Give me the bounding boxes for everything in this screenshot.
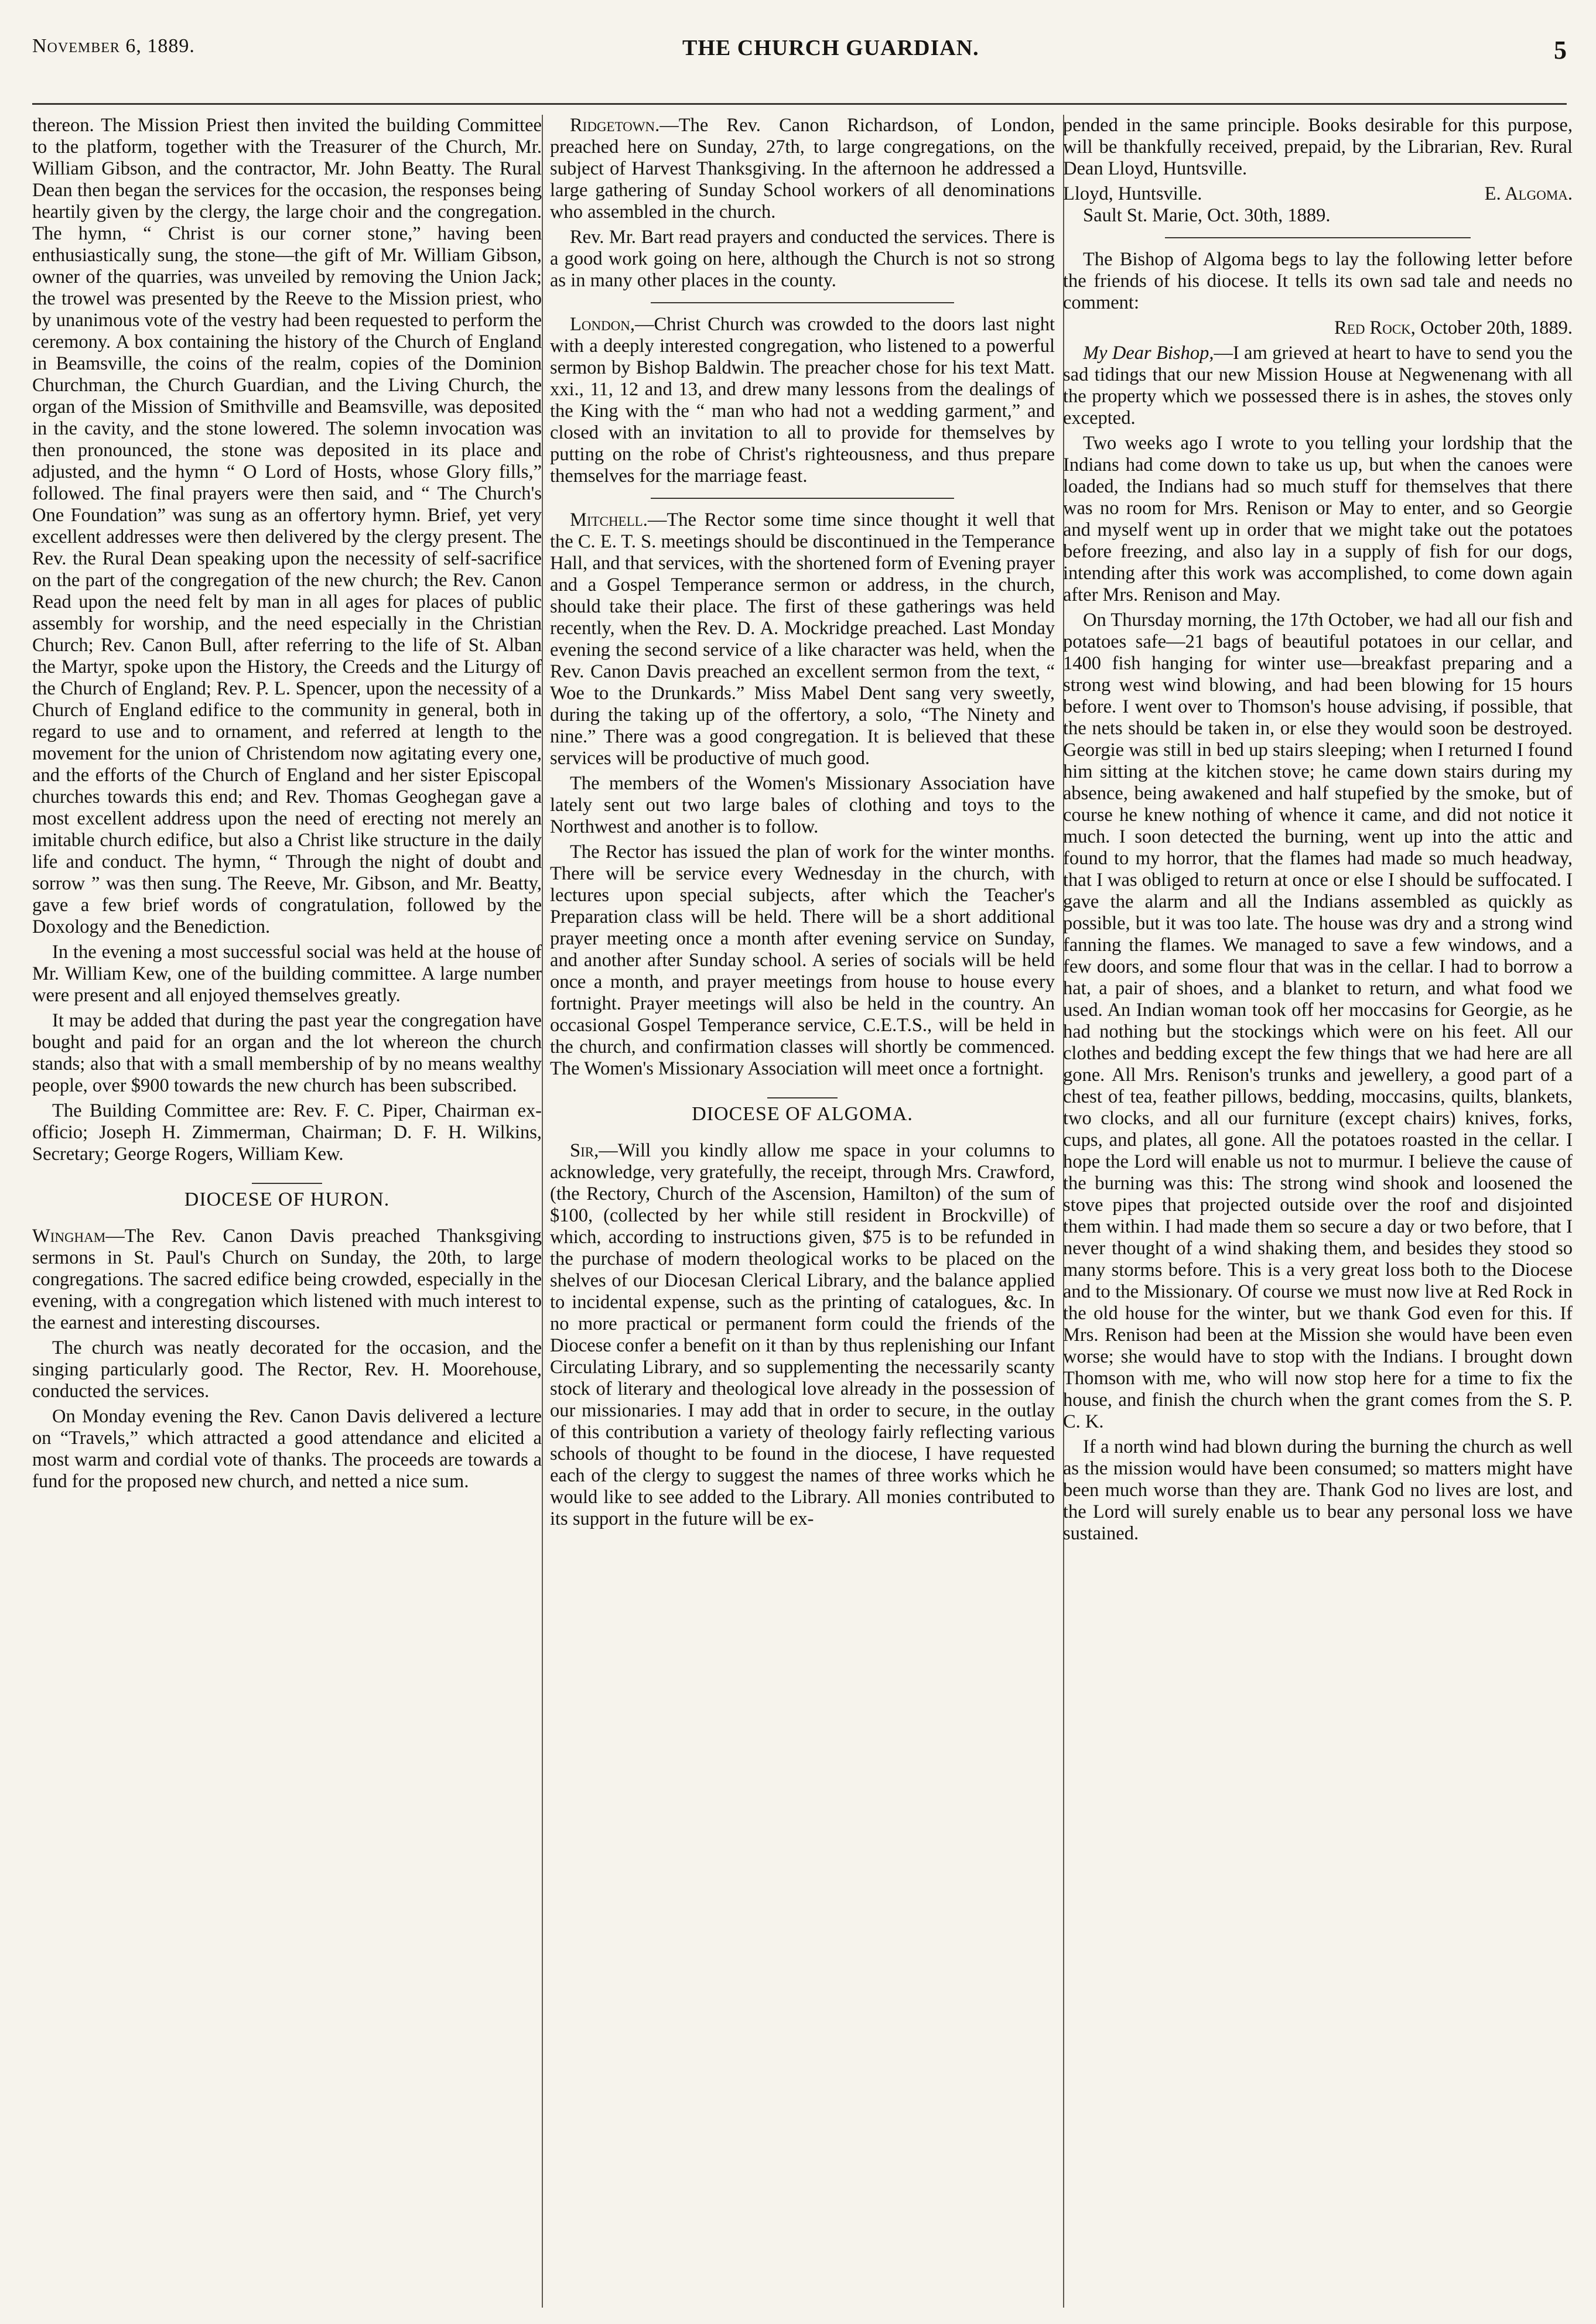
section-heading-text: DIOCESE OF HURON. [184,1189,390,1210]
article-paragraph: The Rector has issued the plan of work for the winter months. There will be service every Wednesday in the church, with lectures upon special subjects, after which the Teacher's Preparation class will be held. There will be a short additional prayer meeting once a month after evening service on Sunday, and another after Sunday school. A series of socials will be held once a month, and prayer meetings from house to house every fortnight. Prayer meetings will also be held in the country. An occasional Gospel Temperance service, C.E.T.S., will be held in the church, and confirmation classes will shortly be commenced. The Women's Missionary Association will meet once a fortnight. [550,841,1055,1079]
paragraph-text: —I am grieved at heart to have to send you the sad tidings that our new Mission House at Negwenenang with all the property which we possessed there is in ashes, the stoves only excepted. [1063,343,1573,429]
issue-date: November 6, 1889. [32,35,195,57]
paragraph-text: —Will you kindly allow me space in your columns to acknowledge, very gratefully, the receipt, through Mrs. Crawford, (the Rectory, Church of the Ascension, Hamilton) of the sum of $100, (collected by her while still resident in Brockville) of which, according to instructions given, $75 is to be refunded in the purchase of modern theological works to be placed on the shelves of our Diocesan Clerical Library, and the balance applied to incidental expense, such as the printing of catalogues, &c. In no more practical or permanent form could the friends of the Diocese confer a benefit on it than by thus replenishing our Infant Circulating Library, and so supplementing the necessarily scanty stock of literary and theological love already in the possession of our missionaries. I may add that in order to secure, in the outlay of this contribution a variety of theology fairly reflecting various schools of thought to be found in the diocese, I have requested each of the clergy to suggest the names of three works which he would like to see added to the Library. All monies contributed to its support in the future will be ex- [550,1140,1055,1529]
section-heading-text: DIOCESE OF ALGOMA. [692,1103,913,1125]
page-number: 5 [1554,36,1567,64]
article-paragraph: The church was neatly decorated for the occasion, and the singing particularly good. The Rector, Rev. H. Moorehouse, conducted the services. [32,1337,542,1402]
dateline-place: Mitchell. [570,509,648,530]
newspaper-title: THE CHURCH GUARDIAN. [682,36,979,60]
article-paragraph: The Building Committee are: Rev. F. C. Piper, Chairman ex-officio; Joseph H. Zimmerman, Chairman; D. F. H. Wilkins, Secretary; George Rogers, William Kew. [32,1100,542,1165]
article-separator [1165,237,1471,238]
article-separator [651,498,954,499]
section-rule [767,1097,838,1098]
paragraph-text: —The Rector some time since thought it well that the C. E. T. S. meetings should be discontinued in the Temperance Hall, and that services, with the shortened form of Evening prayer and a Gospel Temperance sermon or address, in the church, should take their place. The first of these gatherings was held recently, when the Rev. D. A. Mockridge preached. Last Monday evening the second service of a like character was held, when the Rev. Canon Davis preached an excellent sermon from the text, “ Woe to the Drunkards.” Miss Mabel Dent sang very sweetly, during the taking up of the offertory, a solo, “The Ninety and nine.” There was a good congregation. It is believed that these services will be productive of much good. [550,509,1055,769]
dateline-place: London, [570,314,635,335]
article-paragraph [32,1226,542,1334]
article-paragraph: thereon. The Mission Priest then invited the building Committee to the platform, together with the Treasurer of the Church, Mr. William Gibson, and the contractor, Mr. John Beatty. The Rural Dean then began the services for the occasion, the responses being heartily given by the clergy, the large choir and the congregation. The hymn, “ Christ is our corner stone,” having been enthusiastically sung, the stone—the gift of Mr. William Gibson, owner of the quarries, was unveiled by removing the Union Jack; the trowel was presented by the Reeve to the Mission priest, who by unanimous vote of the vestry had been requested to perform the ceremony. A box containing the history of the Church of England in Beamsville, the coins of the realm, copies of the Dominion Churchman, the Church Guardian, and the Living Church, the organ of the Mission of Smithville and Beamsville, was deposited in the cavity, and the stone lowered. The solemn invocation was then pronounced, the stone was deposited in its place and adjusted, and the hymn “ O Lord of Hosts, whose Glory fills,” followed. The final prayers were then said, and “ The Church's One Foundation” was sung as an offertory hymn. Brief, yet very excellent addresses were then delivered by the clergy present. The Rev. the Rural Dean speaking upon the necessity of self-sacrifice on the part of the congregation of the new church; the Rev. Canon Read upon the need felt by man in all ages for places of public assembly for worship, and the need especially in the Christian Church; Rev. Canon Bull, after referring to the life of St. Alban the Martyr, spoke upon the History, the Creeds and the Liturgy of the Church of England; Rev. P. L. Spencer, upon the necessity of a Church of England edifice to the community in general, both in regard to use and to ornament, and referred at length to the movement for the union of Christendom now agitating every one, and the efforts of the Church of England and her sister Episcopal churches towards this end; and Rev. Thomas Geoghegan gave a most excellent address upon the need of erecting not merely an imitable church edifice, but also a Christ like structure in the daily life and conduct. The hymn, “ Through the night of doubt and sorrow ” was then sung. The Reeve, Mr. Gibson, and Mr. Beatty, gave a few brief words of congratulation, followed by the Doxology and the Benediction. [32,115,542,937]
signature-name: E. Algoma. [1484,183,1573,204]
signature-line [1063,183,1573,205]
article-paragraph: In the evening a most successful social was held at the house of Mr. William Kew, one of the building committee. A large number were present and all enjoyed themselves greatly. [32,942,542,1006]
salutation: My Dear Bishop, [1083,343,1214,364]
paragraph-text: —The Rev. Canon Davis preached Thanksgiving sermons in St. Paul's Church on Sunday, the 20th, to large congregations. The sacred edifice being crowded, especially in the evening, with a congregation which listened with much interest to the earnest and interesting discourses. [32,1226,542,1333]
page-header [32,35,1567,76]
article-paragraph: Rev. Mr. Bart read prayers and conducted the services. There is a good work going on here, although the Church is not so strong as in many other places in the county. [550,227,1055,291]
paragraph-text: —Christ Church was crowded to the doors last night with a deeply interested congregation, who listened to a powerful sermon by Bishop Baldwin. The preacher chose for his text Matt. xxi., 11, 12 and 13, and drew many lessons from the dealings of the King with the “ man who had not a wedding garment,” and closed with an invitation to all to provide for themselves by putting on the robe of Christ's righteousness, and thus prepare themselves for the marriage feast. [550,314,1055,487]
article-separator [651,302,954,303]
dateline-place: Red Rock, [1334,317,1416,338]
article-paragraph: The members of the Women's Missionary Association have lately sent out two large bales of clothing and toys to the Northwest and another is to follow. [550,773,1055,837]
letter-dateline [1063,317,1573,339]
article-paragraph: On Monday evening the Rev. Canon Davis delivered a lecture on “Travels,” which attracted a good attendance and elicited a most warm and cordial vote of thanks. The proceeds are towards a fund for the proposed new church, and netted a nice sum. [32,1406,542,1492]
article-paragraph [550,509,1055,769]
column-2 [542,115,1063,2308]
paragraph-text: —The Rev. Canon Richardson, of London, preached here on Sunday, 27th, to large congregations, on the subject of Harvest Thanksgiving. In the afternoon he addressed a large gathering of Sunday School workers of all denominations who assembled in the church. [550,115,1055,223]
article-paragraph: Two weeks ago I wrote to you telling your lordship that the Indians had come down to take us up, but when the canoes were loaded, the Indians had so much stuff for themselves that there was no room for Mrs. Renison or May to enter, and so Georgie and myself went up in order that we might take out the potatoes before freezing, and also lay in a supply of fish for our dogs, intending after this work was accomplished, to come down again after Mrs. Renison and May. [1063,433,1573,605]
article-paragraph: pended in the same principle. Books desirable for this purpose, will be thankfully received, prepaid, by the Librarian, Rev. Rural Dean Lloyd, Huntsville. [1063,115,1573,179]
header-rule [32,103,1567,105]
article-paragraph: On Thursday morning, the 17th October, we had all our fish and potatoes safe—21 bags of beautiful potatoes in our cellar, and 1400 fish hanging for winter use—breakfast preparing and a strong west wind blowing, and had been blowing for 15 hours before. I went over to Thomson's house advising, if possible, that the nets should be taken in, or else they would soon be destroyed. Georgie was still in bed up stairs sleeping; when I returned I found him sitting at the kitchen stove; he came down stairs during my absence, being awakened and half stupefied by the smoke, but of course he knew nothing of whence it came, and did not notice it much. I soon detected the burning, went up into the attic and found to my horror, that the flames had made so much headway, that I was obliged to return at once or else I should be suffocated. I gave the alarm and all the Indians assembled as quickly as possible, but it was too late. The house was dry and a strong wind fanning the flames. We managed to save a few windows, and a few doors, and some flour that was in the cellar. I had to borrow a hat, a pair of shoes, and a blanket to return, and what food we used. An Indian woman took off her moccasins for Georgie, as he had nothing but the stockings which were on his feet. All our clothes and bedding except the few things that we had here are all gone. All Mrs. Renison's trunks and jewellery, a good part of a chest of tea, feather pillows, bedding, moccasins, quilts, blankets, two clocks, and all our furniture (except chairs) knives, forks, cups, and plates, all gone. All the potatoes roasted in the cellar. I hope the Lord will enable us not to murmur. I believe the cause of the burning was this: The strong wind shook and loosened the stove pipes that projected outside over the roof and disjointed them within. I had made them so secure a day or two before, that I never thought of a wind shaking them, and besides they stood so many storms before. This is a very great loss both to the Diocese and to the Missionary. Of course we must now live at Red Rock in the old house for the winter, but we thank God even for this. If Mrs. Renison had been at the Mission she would have been even worse; she would have to stop with the Indians. I brought down Thomson with me, who will now stop here for a time to fix the house, and finish the church when the grant comes from the S. P. C. K. [1063,610,1573,1432]
section-rule [252,1183,322,1184]
article-paragraph [1063,343,1573,429]
signature-place: Lloyd, Huntsville. [1063,183,1202,204]
article-paragraph [550,314,1055,487]
column-1 [32,115,542,2308]
article-paragraph [550,115,1055,223]
section-heading-algoma [550,1097,1055,1125]
column-3 [1063,115,1573,2308]
salutation: Sir, [570,1140,599,1161]
article-paragraph [550,1140,1055,1530]
article-paragraph: If a north wind had blown during the burning the church as well as the mission would have been consumed; so matters might have been much worse than they are. Thank God no lives are lost, and the Lord will surely enable us to bear any personal loss we have sustained. [1063,1436,1573,1544]
dateline-place: Ridgetown. [570,115,660,136]
article-paragraph: The Bishop of Algoma begs to lay the following letter before the friends of his diocese. It tells its own sad tale and needs no comment: [1063,249,1573,313]
section-heading-huron [32,1183,542,1210]
dateline-date: October 20th, 1889. [1415,317,1573,338]
article-paragraph: It may be added that during the past year the congregation have bought and paid for an organ and the lot whereon the church stands; also that with a small membership of by no means wealthy people, over $900 towards the new church has been subscribed. [32,1010,542,1096]
dateline-place: Wingham [32,1226,106,1247]
signature-date: Sault St. Marie, Oct. 30th, 1889. [1083,205,1331,226]
